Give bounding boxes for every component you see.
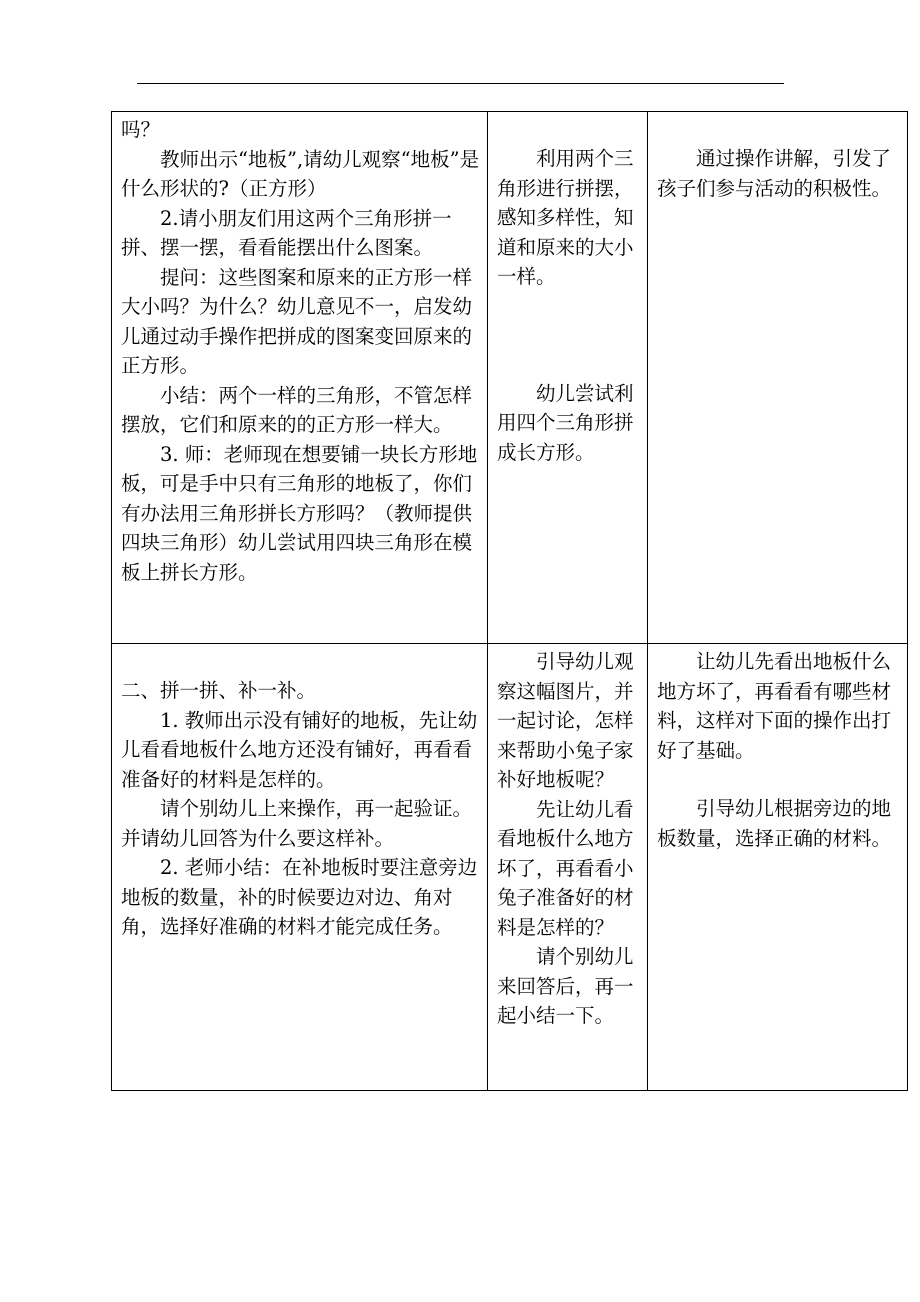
intent-text: 通过操作讲解，引发了孩子们参与活动的积极性。 bbox=[657, 147, 892, 200]
activity-cell bbox=[488, 112, 648, 644]
process-text: 二、拼一拼、补一补。 bbox=[121, 679, 317, 702]
process-text: 小结：两个一样的三角形，不管怎样摆放，它们和原来的的正方形一样大。 bbox=[121, 383, 473, 436]
intent-text: 引导幼儿根据旁边的地板数量，选择正确的材料。 bbox=[657, 797, 892, 850]
process-text: 吗？ bbox=[121, 118, 161, 141]
intent-cell bbox=[648, 112, 908, 644]
process-text: 提问：这些图案和原来的正方形一样大小吗？为什么？幼儿意见不一，启发幼儿通过动手操作把拼成的图案变回原来的正方形。 bbox=[121, 265, 473, 377]
process-text: 3. 师：老师现在想要铺一块长方形地板，可是手中只有三角形的地板了，你们有办法用三角形拼长方形吗？（教师提供四块三角形）幼儿尝试用四块三角形在模板上拼长方形。 bbox=[121, 442, 478, 584]
activity-text: 先让幼儿看看地板什么地方坏了，再看看小兔子准备好的材料是怎样的？ bbox=[497, 797, 634, 939]
header-rule bbox=[137, 83, 784, 84]
activity-text: 请个别幼儿来回答后，再一起小结一下。 bbox=[497, 945, 634, 1027]
table-row bbox=[112, 644, 908, 1091]
activity-text: 幼儿尝试利用四个三角形拼成长方形。 bbox=[497, 381, 634, 464]
process-cell bbox=[112, 644, 488, 1091]
process-cell bbox=[112, 112, 488, 644]
process-text: 1. 教师出示没有铺好的地板，先让幼儿看看地板什么地方还没有铺好，再看看准备好的材料是怎样的。 bbox=[121, 708, 478, 791]
process-text: 教师出示“地板”,请幼儿观察“地板”是什么形状的?（正方形） bbox=[121, 147, 480, 200]
activity-text: 引导幼儿观察这幅图片，并一起讨论，怎样来帮助小兔子家补好地板呢？ bbox=[497, 650, 634, 791]
lesson-plan-table bbox=[111, 111, 908, 1091]
process-text: 请个别幼儿上来操作，再一起验证。并请幼儿回答为什么要这样补。 bbox=[121, 797, 473, 850]
process-text: 2. 老师小结：在补地板时要注意旁边地板的数量，补的时候要边对边、角对角，选择好准确的材料才能完成任务。 bbox=[121, 856, 478, 938]
activity-text: 利用两个三角形进行拼摆，感知多样性，知道和原来的大小一样。 bbox=[497, 147, 634, 288]
intent-cell bbox=[648, 644, 908, 1091]
table-row bbox=[112, 112, 908, 644]
process-text: 2.请小朋友们用这两个三角形拼一拼、摆一摆，看看能摆出什么图案。 bbox=[121, 206, 452, 259]
intent-text: 让幼儿先看出地板什么地方坏了，再看看有哪些材料，这样对下面的操作出打好了基础。 bbox=[657, 650, 892, 762]
activity-cell bbox=[488, 644, 648, 1091]
